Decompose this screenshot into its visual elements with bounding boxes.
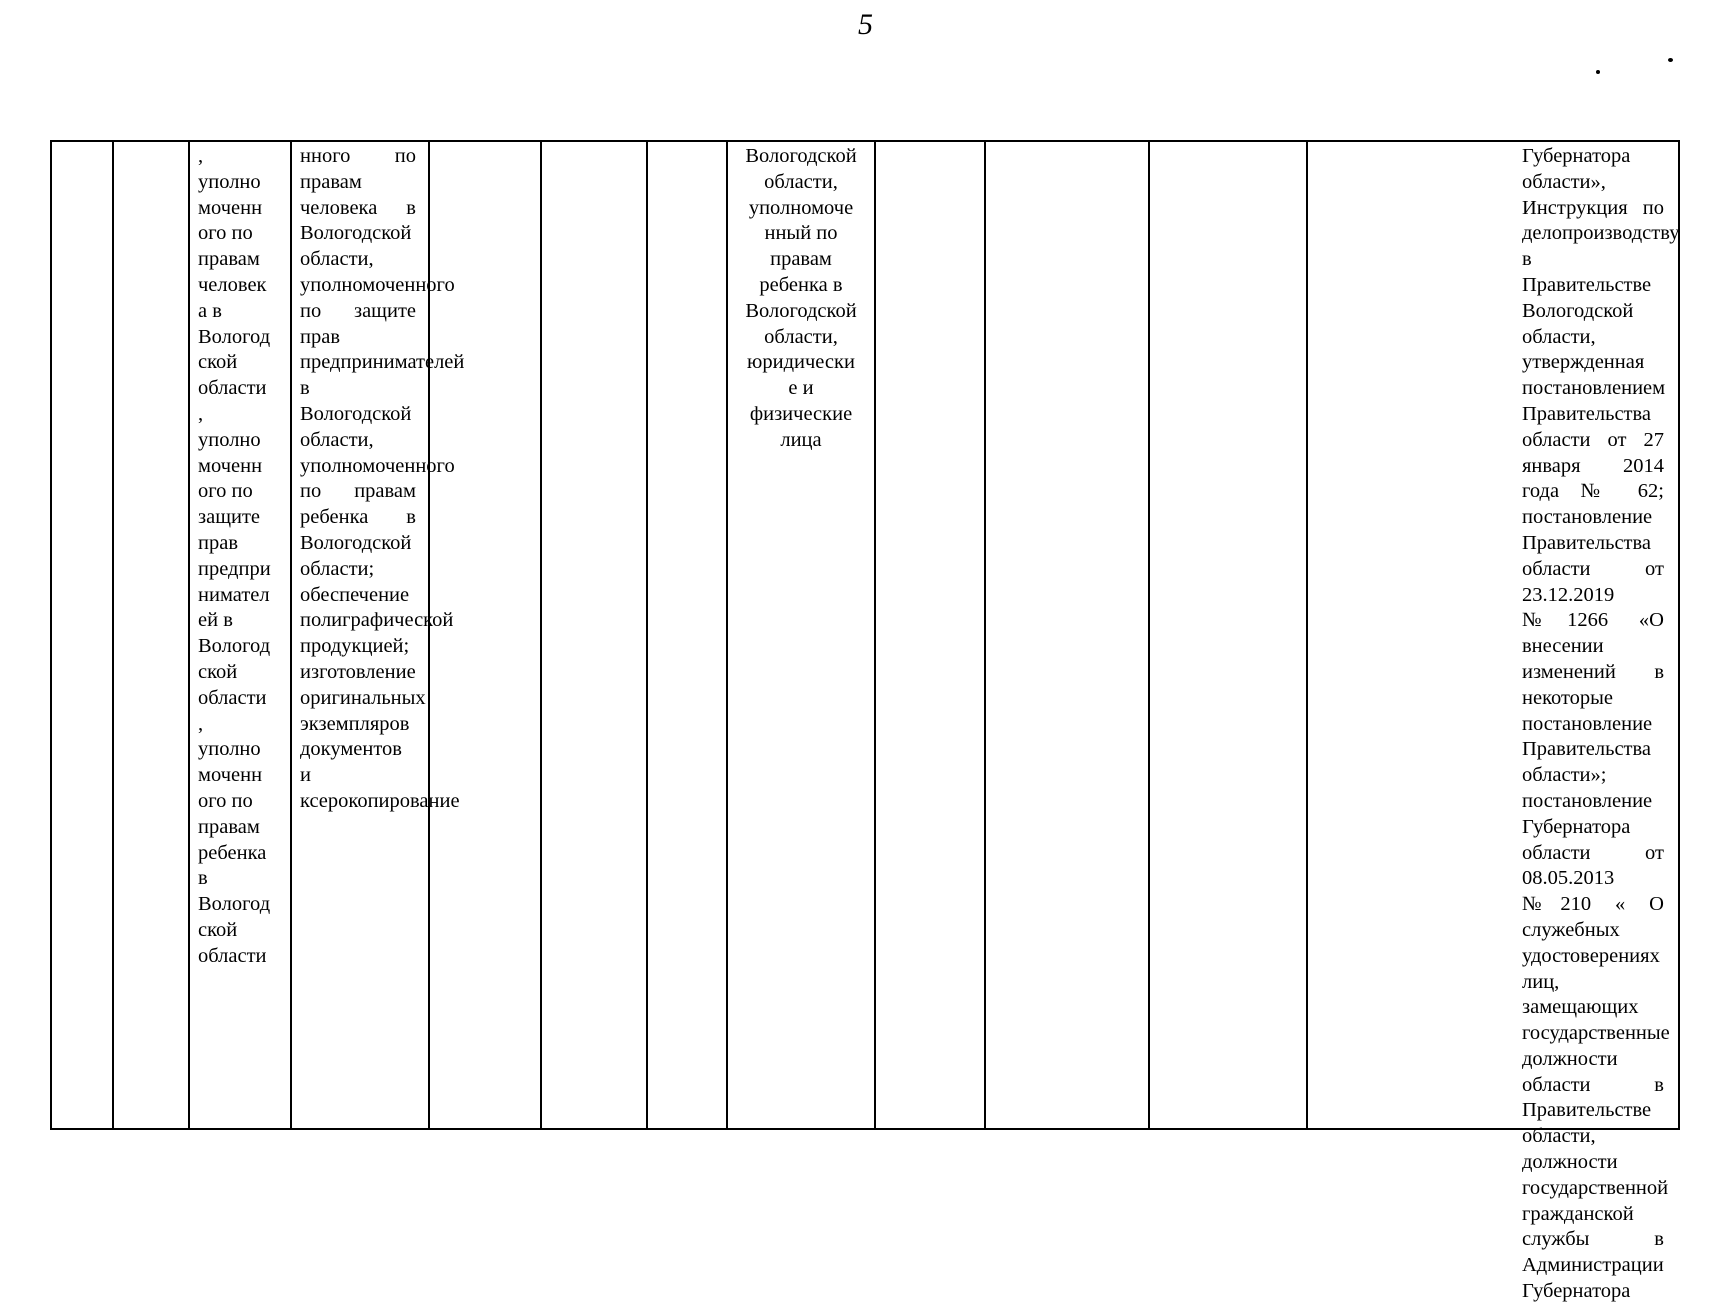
table-cell-col6	[540, 142, 646, 1128]
cell-text-col8: Вологодской области, уполномоче нный по правам ребенка в Вологодской области, юридически е и физические лица	[745, 145, 857, 451]
table-cell-col3	[188, 142, 290, 1128]
table-cell-col11	[1148, 142, 1306, 1128]
page-number: 5	[858, 8, 873, 41]
table-cell-col14	[1462, 142, 1680, 1303]
table-cell-col9	[874, 142, 984, 1128]
table-cell-col8	[726, 142, 874, 1128]
table-cell-col7	[646, 142, 726, 1128]
table-cell-col2	[112, 142, 188, 1128]
document-table	[50, 140, 1680, 1303]
cell-text-col4: нного по правам человека в Вологодской области, уполномоченного по защите прав предпринимателей в Вологодской области, уполномоченного по правам ребенка в Вологодской области; обеспечение полиграфической продукцией; изготовление оригинальных экземпляров документов и ксерокопирование	[300, 145, 465, 812]
cell-text-col3: , уполно моченн ого по правам человек а в Вологод ской области , уполно моченн ого по защите прав предпри нимател ей в Вологод ской области , уполно моченн ого по правам ребенка в Вологод ской области	[198, 145, 271, 967]
table-cell-col5	[428, 142, 540, 1128]
table-cell-col12	[1306, 142, 1462, 1128]
scan-dot-mark	[1668, 58, 1673, 62]
table-cell-col4	[290, 142, 465, 1128]
scan-dot-mark	[1596, 70, 1600, 74]
table-cell-col1	[52, 142, 112, 1128]
cell-text-col14: Губернатора области», Инструкция по делопроизводству в Правительстве Вологодской области, утвержденная постановлением Правительства области от 27 января 2014 года № 62; постановление Правительства области от 23.12.2019 №1266 «О внесении изменений в некоторые постановление Правительства области»; постановление Губернатора области от 08.05.2013 №210 « О служебных удостоверениях лиц, замещающих государственные должности области в Правительстве области, должности государственной гражданской службы в Администрации Губернатора	[1522, 145, 1680, 1303]
table-cell-col10	[984, 142, 1148, 1128]
